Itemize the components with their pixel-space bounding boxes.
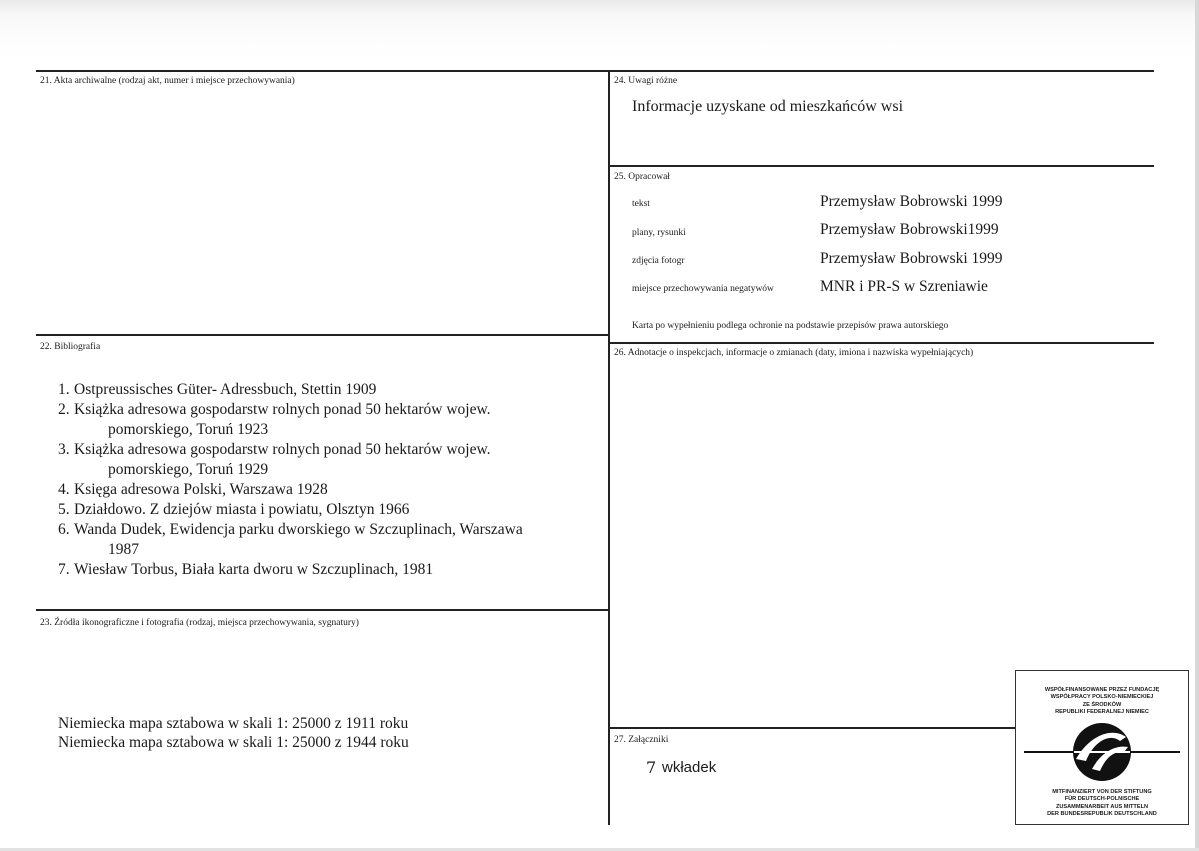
logo-text-bottom xyxy=(1016,789,1188,819)
bibliography-number: 6. xyxy=(58,521,70,538)
iconography-entry-2: Niemiecka mapa sztabowa w skali 1: 25000 z 1944 roku xyxy=(58,734,409,751)
bibliography-number: 7. xyxy=(58,561,70,578)
bibliography-text: Wanda Dudek, Ewidencja parku dworskiego w Szczuplinach, Warszawa xyxy=(74,521,523,538)
author-row-value-plans: Przemysław Bobrowski1999 xyxy=(820,221,999,238)
logo-text-line: WSPÓŁFINANSOWANE PRZEZ FUNDACJĘ xyxy=(1044,687,1160,693)
bibliography-item xyxy=(58,520,603,560)
section-26-label: 26. Adnotacje o inspekcjach, informacje o zmianach (daty, imiona i nazwiska wypełniających) xyxy=(614,348,974,358)
bibliography-text-continued: pomorskiego, Toruń 1923 xyxy=(108,421,269,438)
section-23-label: 23. Źródła ikonograficzne i fotografia (rodzaj, miejsca przechowywania, sygnatury) xyxy=(40,618,359,628)
bibliography-text: Działdowo. Z dziejów miasta i powiatu, Olsztyn 1966 xyxy=(74,501,410,518)
author-row-label-text: tekst xyxy=(632,199,650,209)
bibliography-item xyxy=(58,400,603,440)
bibliography-text-continued: pomorskiego, Toruń 1929 xyxy=(108,461,269,478)
attachments-count: 7 xyxy=(646,758,657,777)
section-24-label: 24. Uwagi różne xyxy=(614,76,678,86)
author-row-value-photos: Przemysław Bobrowski 1999 xyxy=(820,250,1003,267)
bibliography-item xyxy=(58,500,603,520)
logo-text-line: WSPÓŁPRACY POLSKO-NIEMIECKIEJ xyxy=(1050,694,1154,701)
author-row-label-negatives: miejsce przechowywania negatywów xyxy=(632,284,774,294)
bibliography-text: Księga adresowa Polski, Warszawa 1928 xyxy=(74,481,328,498)
author-row-value-text: Przemysław Bobrowski 1999 xyxy=(820,193,1003,210)
rule-24-25 xyxy=(608,165,1154,167)
center-divider xyxy=(608,70,610,825)
remarks-value: Informacje uzyskane od mieszkańców wsi xyxy=(632,98,904,115)
logo-text-line: ZUSAMMENARBEIT AUS MITTELN xyxy=(1055,803,1149,810)
iconography-entry-1: Niemiecka mapa sztabowa w skali 1: 25000 z 1911 roku xyxy=(58,715,409,732)
section-27-label: 27. Załączniki xyxy=(614,735,669,745)
author-row-label-plans: plany, rysunki xyxy=(632,228,686,238)
foundation-emblem-icon xyxy=(1016,719,1188,789)
bibliography-text: Książka adresowa gospodarstw rolnych ponad 50 hektarów wojew. xyxy=(74,441,491,458)
bibliography-number: 3. xyxy=(58,441,70,458)
logo-text-line: DER BUNDESREPUBLIK DEUTSCHLAND xyxy=(1047,811,1157,818)
attachments-text: wkładek xyxy=(662,759,717,776)
section-21-label: 21. Akta archiwalne (rodzaj akt, numer i miejsce przechowywania) xyxy=(40,76,295,86)
bibliography-number: 4. xyxy=(58,481,70,498)
paper-edge-right xyxy=(1195,0,1199,851)
rule-21-22 xyxy=(36,334,610,336)
rule-25-26 xyxy=(608,342,1154,344)
logo-text-line: FÜR DEUTSCH-POLNISCHE xyxy=(1064,796,1140,803)
bibliography-text-continued: 1987 xyxy=(108,541,139,558)
bibliography-item xyxy=(58,440,603,480)
section-25-label: 25. Opracował xyxy=(614,172,670,182)
logo-text-line: MITFINANZIERT VON DER STIFTUNG xyxy=(1052,789,1152,795)
bibliography-number: 5. xyxy=(58,501,70,518)
bibliography-text: Wiesław Torbus, Biała karta dworu w Szczuplinach, 1981 xyxy=(74,561,434,578)
logo-text-line: ZE ŚRODKÓW xyxy=(1082,701,1122,708)
top-rule xyxy=(36,70,1154,72)
copyright-note: Karta po wypełnieniu podlega ochronie na podstawie przepisów prawa autorskiego xyxy=(632,321,949,331)
author-row-value-negatives: MNR i PR-S w Szreniawie xyxy=(820,278,988,295)
logo-text-line: REPUBLIKI FEDERALNEJ NIEMIEC xyxy=(1055,709,1149,716)
bibliography-list xyxy=(58,380,603,580)
bibliography-number: 1. xyxy=(58,381,70,398)
section-22-label: 22. Bibliografia xyxy=(40,342,101,352)
bibliography-item xyxy=(58,480,603,500)
bibliography-number: 2. xyxy=(58,401,70,418)
foundation-logo-box xyxy=(1015,670,1189,825)
rule-22-23 xyxy=(36,609,610,611)
logo-text-top xyxy=(1016,687,1188,717)
rule-26-27 xyxy=(608,727,1015,729)
bibliography-text: Ostpreussisches Güter- Adressbuch, Stettin 1909 xyxy=(74,381,377,398)
bibliography-item xyxy=(58,560,603,580)
bibliography-text: Książka adresowa gospodarstw rolnych ponad 50 hektarów wojew. xyxy=(74,401,491,418)
author-row-label-photos: zdjęcia fotogr xyxy=(632,256,685,266)
bibliography-item xyxy=(58,380,603,400)
